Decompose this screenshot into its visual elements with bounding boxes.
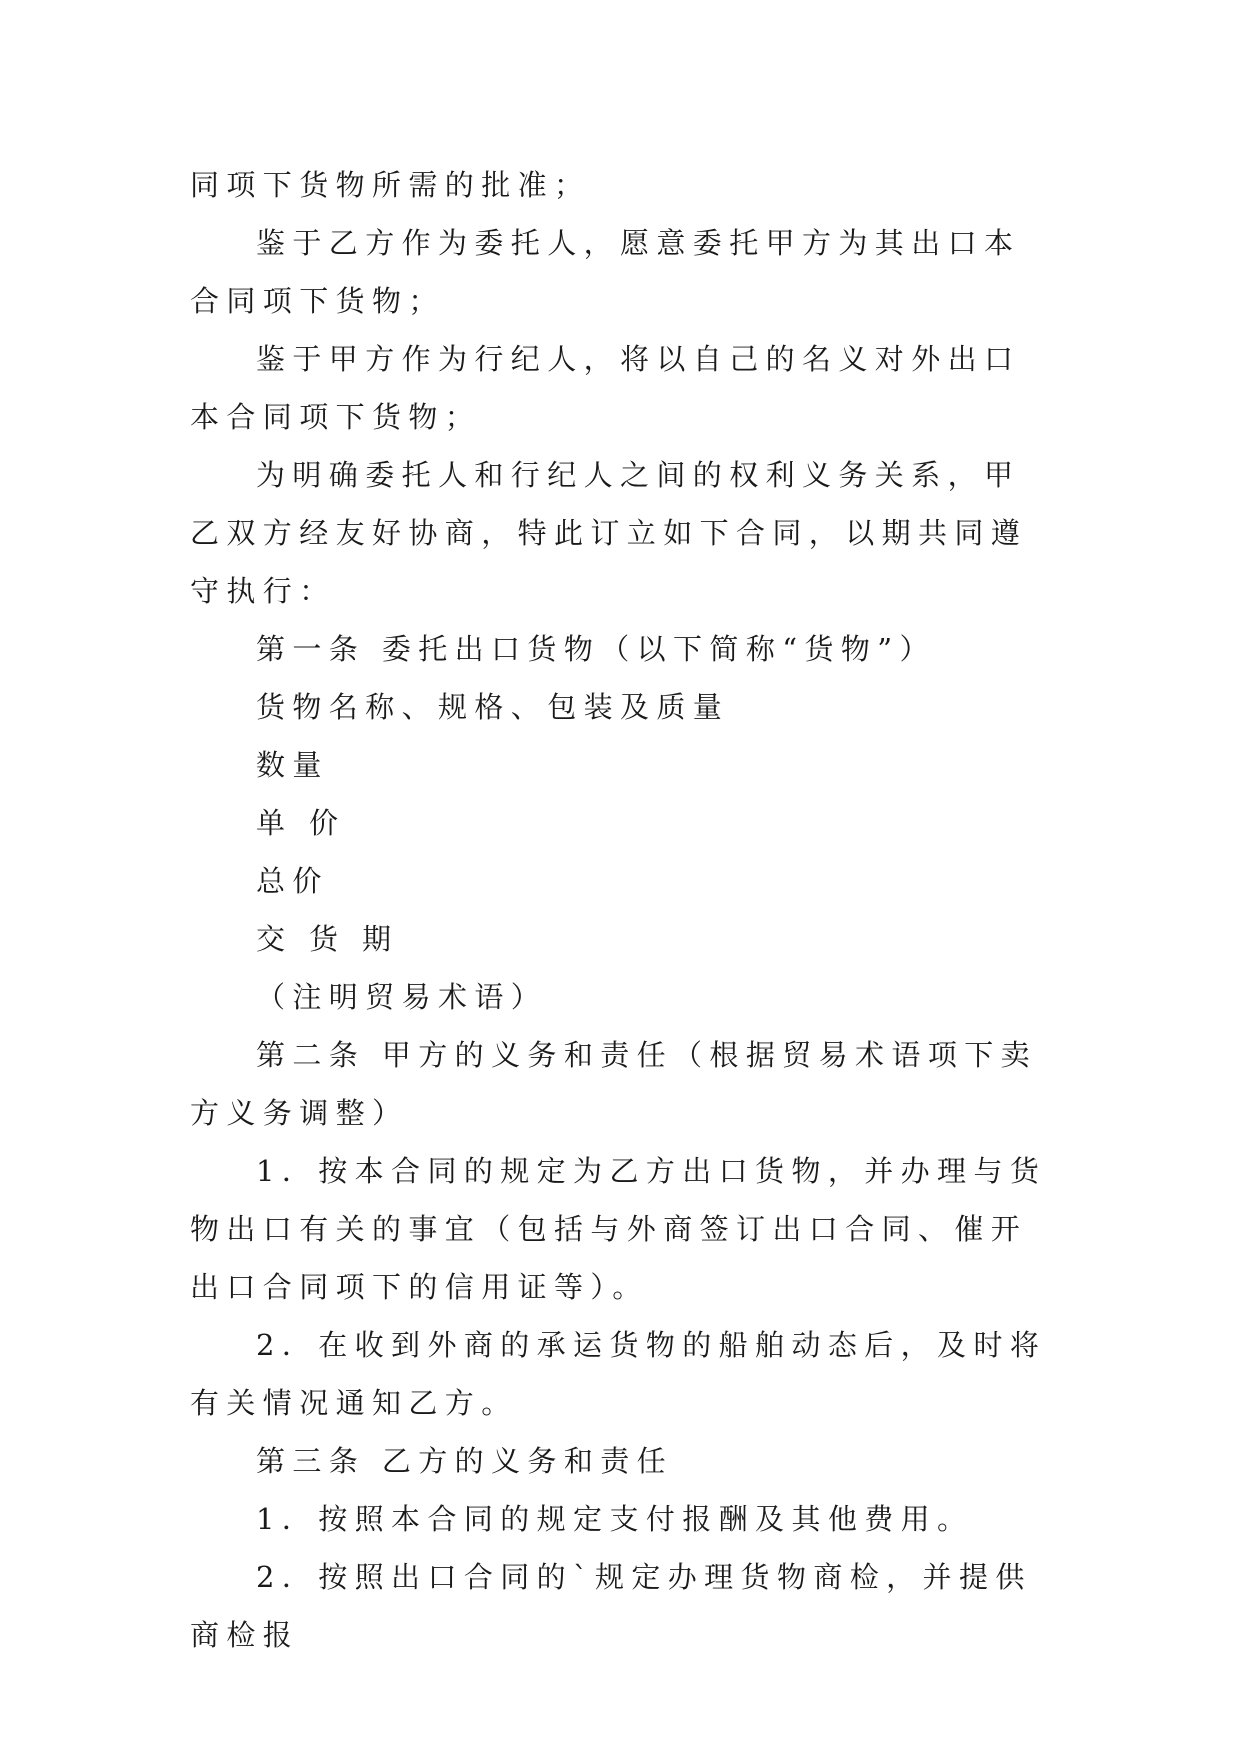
- article-3-heading: 第三条 乙方的义务和责任: [256, 1444, 674, 1478]
- document-body: [190, 156, 1050, 1664]
- paragraph-purpose: 为明确委托人和行纪人之间的权利义务关系，甲乙双方经友好协商，特此订立如下合同，以期共同遵守执行：: [190, 458, 1028, 608]
- quantity-field: 数量: [256, 748, 329, 782]
- article-2-clause-2: 2．在收到外商的承运货物的船舶动态后，及时将有关情况通知乙方。: [190, 1328, 1047, 1420]
- article-1-heading: 第一条 委托出口货物（以下简称“货物”）: [256, 632, 936, 666]
- article-2-heading: 第二条 甲方的义务和责任（根据贸易术语项下卖方义务调整）: [190, 1038, 1038, 1130]
- paragraph-whereas-agent: 鉴于甲方作为行纪人，将以自己的名义对外出口本合同项下货物；: [190, 342, 1021, 434]
- goods-name-field: 货物名称、规格、包装及质量: [256, 690, 730, 724]
- delivery-date-field: 交 货 期: [256, 922, 399, 956]
- paragraph-whereas-consignor: 鉴于乙方作为委托人，愿意委托甲方为其出口本合同项下货物；: [190, 226, 1021, 318]
- article-2-clause-1: 1．按本合同的规定为乙方出口货物，并办理与货物出口有关的事宜（包括与外商签订出口合同、催开出口合同项下的信用证等）。: [190, 1154, 1047, 1304]
- total-price-field: 总价: [256, 864, 329, 898]
- trade-term-note: （注明贸易术语）: [256, 980, 548, 1014]
- article-3-clause-1: 1．按照本合同的规定支付报酬及其他费用。: [256, 1502, 974, 1536]
- article-3-clause-2: 2．按照出口合同的`规定办理货物商检，并提供商检报: [190, 1560, 1032, 1652]
- unit-price-field: 单 价: [256, 806, 346, 840]
- paragraph-approval: 同项下货物所需的批准；: [190, 168, 591, 202]
